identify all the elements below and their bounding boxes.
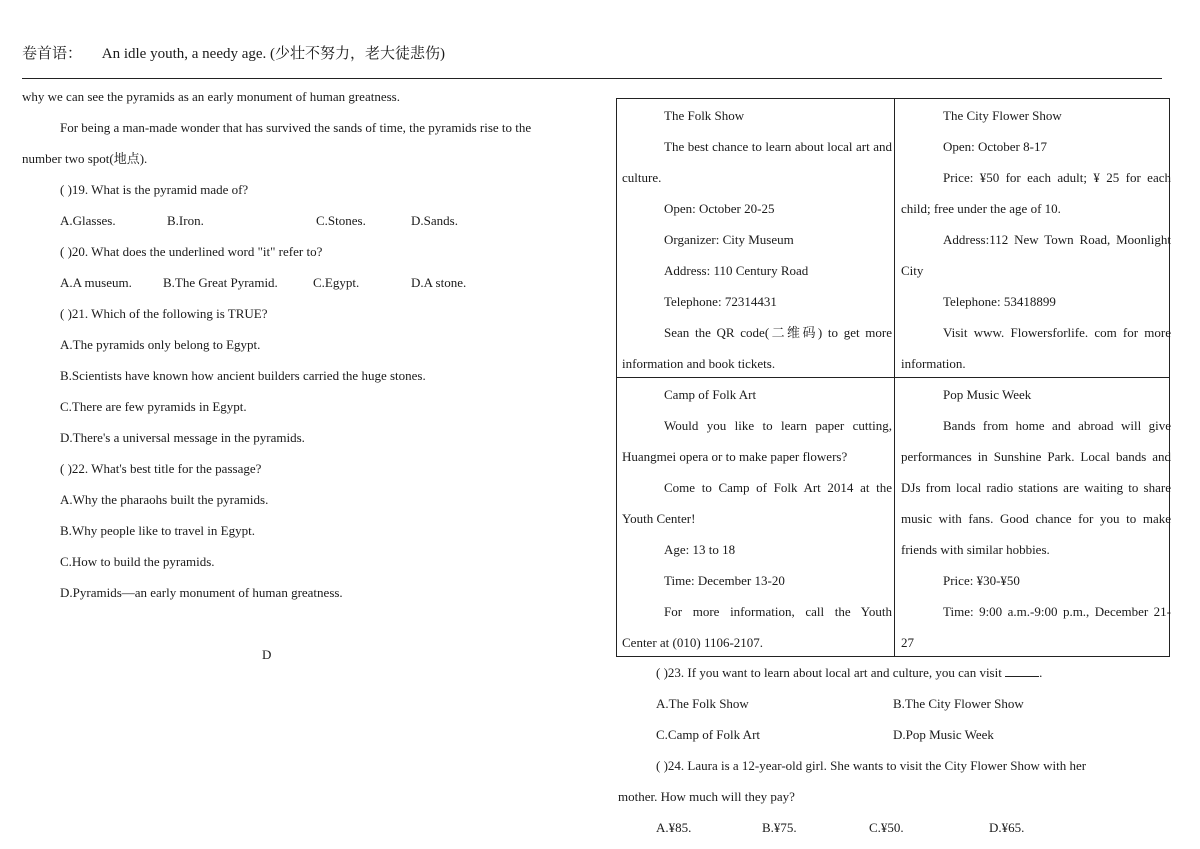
folk-camp-come: Come to Camp of Folk Art 2014 at the Youth Center! (622, 480, 892, 526)
pop-week-title: Pop Music Week (943, 387, 1032, 402)
q24-option-a[interactable]: A.¥85. (656, 820, 692, 835)
notice-folk-camp (622, 379, 892, 658)
question-21-stem: ( )21. Which of the following is TRUE? (60, 306, 268, 321)
q23-stem-text: ( )23. If you want to learn about local art and culture, you can visit (656, 665, 1002, 680)
question-20-stem: ( )20. What does the underlined word "it" refer to? (60, 244, 323, 259)
q23-option-d[interactable]: D.Pop Music Week (893, 727, 994, 742)
passage-paragraph-line2: number two spot(地点). (22, 151, 148, 166)
q20-option-d[interactable]: D.A stone. (411, 275, 467, 290)
q23-answer-blank[interactable] (1005, 664, 1039, 677)
q21-option-c[interactable]: C.There are few pyramids in Egypt. (60, 399, 247, 414)
folk-camp-title: Camp of Folk Art (664, 387, 757, 402)
folk-camp-age: Age: 13 to 18 (664, 542, 736, 557)
header-motto: An idle youth, a needy age. (少壮不努力，老大徒悲伤) (101, 46, 446, 62)
page-header (22, 42, 1162, 72)
header-prefix: 卷首语： (22, 46, 83, 62)
left-column (22, 81, 582, 608)
passage-paragraph-line1: For being a man-made wonder that has survived the sands of time, the pyramids rise to the (60, 120, 532, 135)
question-23-options-row2 (618, 719, 1166, 750)
folk-camp-desc: Would you like to learn paper cutting, Huangmei opera or to make paper flowers? (622, 418, 892, 464)
q22-option-b[interactable]: B.Why people like to travel in Egypt. (60, 523, 255, 538)
question-23-options-row1 (618, 688, 1166, 719)
question-24-options (618, 812, 1166, 843)
q21-option-a[interactable]: A.The pyramids only belong to Egypt. (60, 337, 261, 352)
q22-option-d[interactable]: D.Pyramids—an early monument of human greatness. (60, 585, 343, 600)
q20-option-a[interactable]: A.A museum. (60, 275, 132, 290)
folk-show-title: The Folk Show (664, 108, 745, 123)
header-divider (22, 78, 1162, 79)
flower-show-telephone: Telephone: 53418899 (943, 294, 1056, 309)
q23-option-b[interactable]: B.The City Flower Show (893, 696, 1024, 711)
notice-flower-show (901, 100, 1171, 379)
folk-show-qr: Sean the QR code(二维码) to get more information and book tickets. (622, 325, 892, 371)
q22-option-c[interactable]: C.How to build the pyramids. (60, 554, 215, 569)
folk-show-open: Open: October 20-25 (664, 201, 775, 216)
question-23-stem (618, 657, 1166, 688)
question-22-stem: ( )22. What's best title for the passage? (60, 461, 262, 476)
folk-camp-time: Time: December 13-20 (664, 573, 785, 588)
right-questions (618, 657, 1166, 843)
q24-option-c[interactable]: C.¥50. (869, 820, 904, 835)
passage-continuation: why we can see the pyramids as an early monument of human greatness. (22, 89, 400, 104)
q23-stem-end: . (1039, 665, 1043, 680)
folk-show-organizer: Organizer: City Museum (664, 232, 794, 247)
flower-show-title: The City Flower Show (943, 108, 1062, 123)
q23-option-c[interactable]: C.Camp of Folk Art (656, 727, 761, 742)
flower-show-open: Open: October 8-17 (943, 139, 1047, 154)
notice-table (616, 98, 1170, 657)
q19-option-b[interactable]: B.Iron. (167, 213, 204, 228)
folk-show-telephone: Telephone: 72314431 (664, 294, 777, 309)
q21-option-d[interactable]: D.There's a universal message in the pyramids. (60, 430, 305, 445)
notice-folk-show (622, 100, 892, 379)
flower-show-address: Address:112 New Town Road, Moonlight City (901, 232, 1171, 278)
q19-option-a[interactable]: A.Glasses. (60, 213, 116, 228)
q24-option-b[interactable]: B.¥75. (762, 820, 797, 835)
pop-week-time: Time: 9:00 a.m.-9:00 p.m., December 21-27 (901, 604, 1171, 650)
question-24-stem-line1: ( )24. Laura is a 12-year-old girl. She wants to visit the City Flower Show with her (656, 758, 1087, 773)
question-24-stem-line2: mother. How much will they pay? (618, 789, 795, 804)
q24-option-d[interactable]: D.¥65. (989, 820, 1025, 835)
question-19-options (22, 205, 582, 236)
folk-show-address: Address: 110 Century Road (664, 263, 809, 278)
notice-pop-week (901, 379, 1171, 658)
question-19-stem: ( )19. What is the pyramid made of? (60, 182, 249, 197)
q23-option-a[interactable]: A.The Folk Show (656, 696, 749, 711)
flower-show-visit: Visit www. Flowersforlife. com for more information. (901, 325, 1171, 371)
flower-show-price: Price: ¥50 for each adult; ¥ 25 for each child; free under the age of 10. (901, 170, 1171, 216)
q21-option-b[interactable]: B.Scientists have known how ancient builders carried the huge stones. (60, 368, 426, 383)
q20-option-c[interactable]: C.Egypt. (313, 275, 360, 290)
q22-option-a[interactable]: A.Why the pharaohs built the pyramids. (60, 492, 269, 507)
folk-camp-info: For more information, call the Youth Center at (010) 1106-2107. (622, 604, 892, 650)
pop-week-desc: Bands from home and abroad will give performances in Sunshine Park. Local bands and DJs from local radio stations are waiting to share music with fans. Good chance for you to make friends with similar hobbies. (901, 418, 1171, 557)
q19-option-c[interactable]: C.Stones. (316, 213, 366, 228)
q19-option-d[interactable]: D.Sands. (411, 213, 458, 228)
folk-show-desc: The best chance to learn about local art and culture. (622, 139, 892, 185)
section-label-d: D (262, 647, 272, 662)
question-20-options (22, 267, 582, 298)
q20-option-b[interactable]: B.The Great Pyramid. (163, 275, 278, 290)
pop-week-price: Price: ¥30-¥50 (943, 573, 1020, 588)
